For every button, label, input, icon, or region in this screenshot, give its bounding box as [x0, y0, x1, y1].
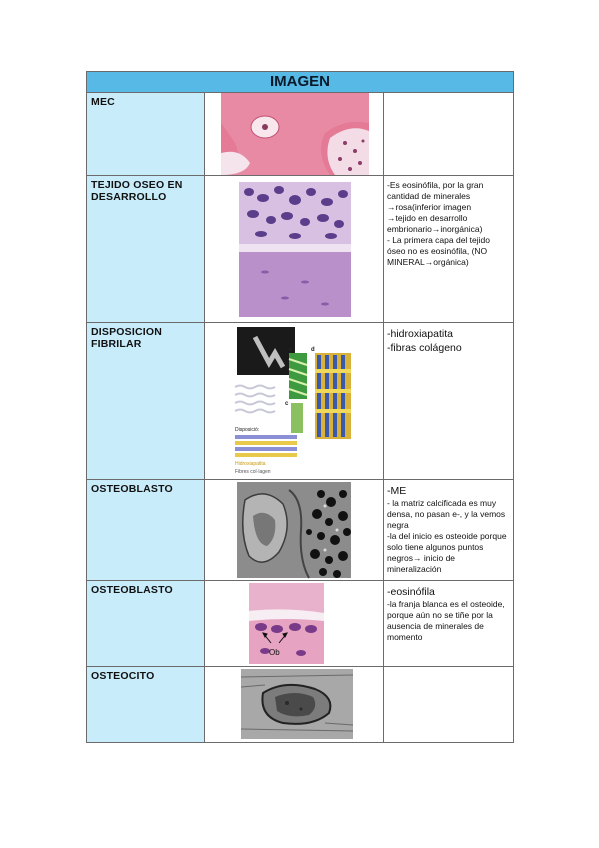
row-label: OSTEOBLASTO [87, 581, 205, 666]
svg-text:e: e [289, 347, 293, 353]
bone-tissue-table [86, 71, 514, 743]
row-notes [384, 323, 513, 479]
osteoblast-electron-micrograph [205, 480, 384, 580]
row-label: MEC [87, 93, 205, 175]
figure-label-collagen: Fibres col·lagen [235, 469, 271, 475]
figure-label-hydroxyapatite: Hidroxiapatita [235, 461, 266, 467]
row-notes [384, 480, 513, 580]
note-line: - La primera capa del tejido óseo no es eosinófila, (NO MINERAL→orgánica) [387, 235, 491, 267]
osteocyte-micrograph [205, 667, 384, 742]
note-line: →rosa(inferior imagen [387, 202, 472, 212]
note-line: - la matriz calcificada es muy densa, no pasan e-, y la vemos negra [387, 498, 506, 530]
osteoblast-light-micrograph [205, 581, 384, 666]
note-line: -hidroxiapatita [387, 328, 453, 340]
mec-histology-image [205, 93, 384, 175]
svg-text:d: d [311, 347, 315, 353]
row-label: OSTEOBLASTO [87, 480, 205, 580]
developing-bone-histology-image [205, 176, 384, 322]
note-line: -fibras colágeno [387, 342, 462, 354]
table-header: IMAGEN [87, 72, 513, 93]
row-notes [384, 667, 513, 742]
fibril-arrangement-figure [205, 323, 384, 479]
row-label: DISPOSICION FIBRILAR [87, 323, 205, 479]
table-row-osteoblasto-light [87, 581, 513, 667]
row-notes [384, 93, 513, 175]
note-line: →tejido en desarrollo embrionario→inorgánica) [387, 213, 483, 234]
note-line: -la del inicio es osteoide porque solo tiene algunos puntos negros→ inicio de mineralización [387, 531, 507, 574]
note-line: -ME [387, 485, 407, 497]
row-notes [384, 176, 513, 322]
note-line: -eosinófila [387, 586, 435, 598]
table-row-tejido-oseo [87, 176, 513, 323]
row-notes [384, 581, 513, 666]
svg-text:c: c [285, 401, 289, 407]
table-row-osteocito [87, 667, 513, 742]
note-line: -Es eosinófila, por la gran cantidad de minerales [387, 180, 484, 201]
figure-label-disposicio: Disposició: [235, 427, 260, 433]
figure-label-ob: Ob [269, 648, 280, 657]
row-label: OSTEOCITO [87, 667, 205, 742]
table-row-disposicion-fibrilar [87, 323, 513, 480]
table-row-osteoblasto-me [87, 480, 513, 581]
note-line: -la franja blanca es el osteoide, porque aún no se tiñe por la ausencia de minerales de momento [387, 599, 505, 642]
row-label: TEJIDO OSEO EN DESARROLLO [87, 176, 205, 322]
table-row-mec [87, 93, 513, 176]
